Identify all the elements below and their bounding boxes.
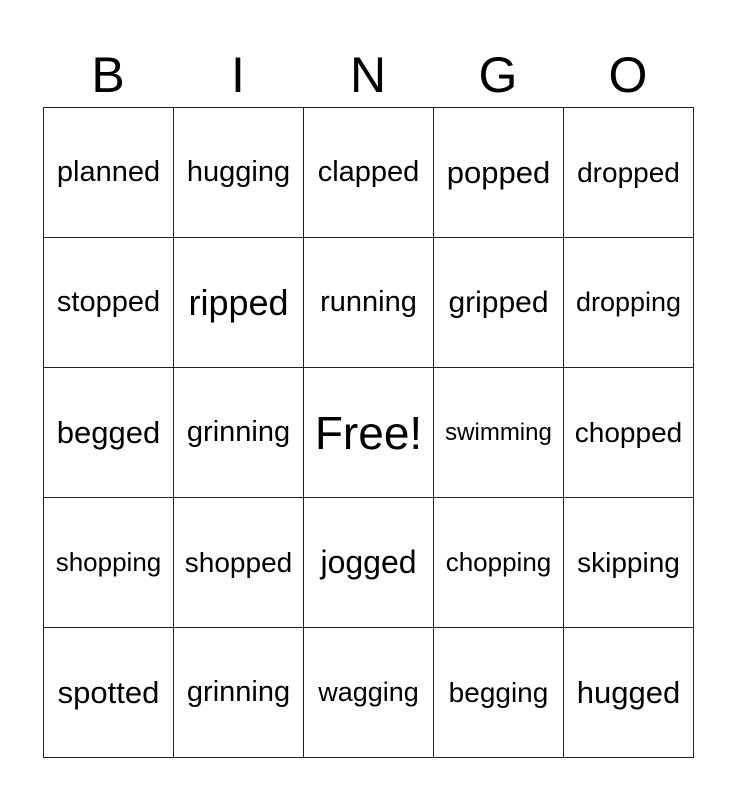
header-letter-b: B (91, 47, 125, 103)
bingo-cell[interactable]: dropping (564, 238, 694, 368)
bingo-cell[interactable]: dropped (564, 108, 694, 238)
bingo-cell[interactable]: running (304, 238, 434, 368)
bingo-cell[interactable]: planned (44, 108, 174, 238)
bingo-cell[interactable]: skipping (564, 498, 694, 628)
bingo-cell[interactable]: gripped (434, 238, 564, 368)
bingo-cell[interactable]: grinning (174, 368, 304, 498)
bingo-cell[interactable]: hugging (174, 108, 304, 238)
bingo-cell[interactable]: begged (44, 368, 174, 498)
header-letter-i: I (231, 47, 245, 103)
bingo-cell[interactable]: hugged (564, 628, 694, 758)
bingo-cell[interactable]: spotted (44, 628, 174, 758)
bingo-cell[interactable]: begging (434, 628, 564, 758)
bingo-cell[interactable]: ripped (174, 238, 304, 368)
bingo-cell[interactable]: wagging (304, 628, 434, 758)
bingo-cell[interactable]: clapped (304, 108, 434, 238)
header-letter-g: G (478, 47, 518, 103)
bingo-header (43, 44, 693, 106)
bingo-cell[interactable]: shopped (174, 498, 304, 628)
bingo-cell[interactable]: jogged (304, 498, 434, 628)
header-letter-o: O (608, 47, 648, 103)
bingo-cell[interactable]: chopped (564, 368, 694, 498)
header-letter-n: N (349, 47, 387, 103)
bingo-board (43, 107, 694, 758)
bingo-cell[interactable]: chopping (434, 498, 564, 628)
bingo-cell[interactable]: grinning (174, 628, 304, 758)
bingo-cell[interactable]: stopped (44, 238, 174, 368)
free-space-cell[interactable]: Free! (304, 368, 434, 498)
bingo-cell[interactable]: swimming (434, 368, 564, 498)
bingo-cell[interactable]: shopping (44, 498, 174, 628)
bingo-cell[interactable]: popped (434, 108, 564, 238)
